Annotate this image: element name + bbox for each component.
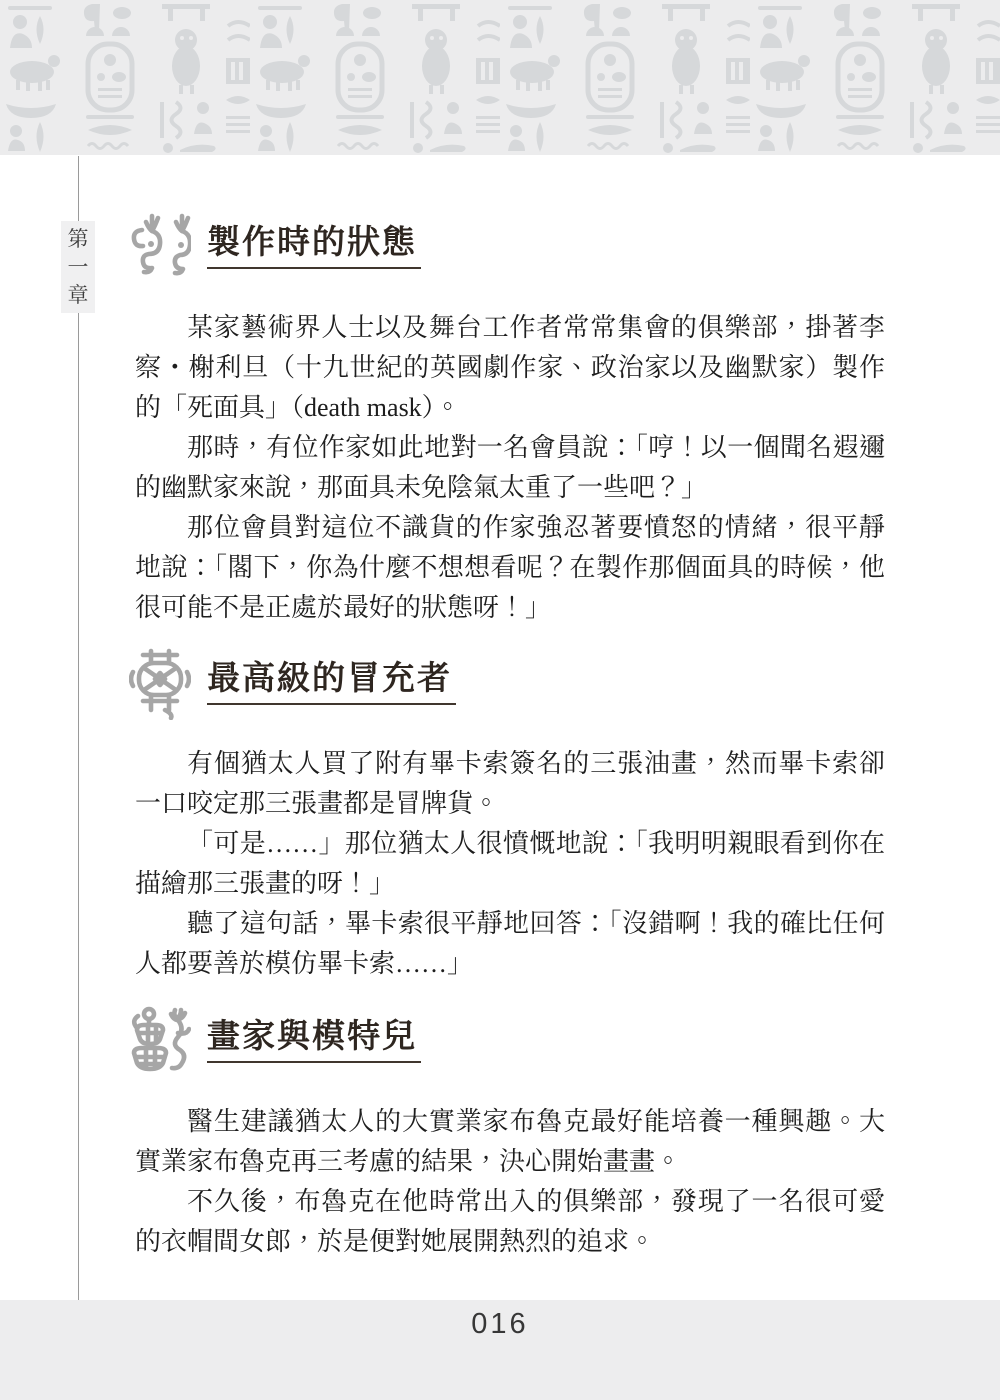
paragraph: 醫生建議猶太人的大實業家布魯克最好能培養一種興趣。大實業家布魯克再三考慮的結果，決心開始畫畫。: [135, 1107, 885, 1176]
section-painter-model: [135, 1004, 885, 1262]
seal-lattice-icon: [129, 648, 191, 720]
section-heading: [135, 646, 885, 720]
seal-twin-figures-icon: [129, 212, 191, 284]
section-title: 畫家與模特兒: [207, 1018, 421, 1063]
section-body: [135, 744, 885, 984]
section-body: [135, 308, 885, 628]
section-best-imposter: [135, 646, 885, 984]
paragraph: 那時，有位作家如此地對一名會員說：「哼！以一個聞名遐邇的幽默家來說，那面具未免陰氣太重了一些吧？」: [135, 433, 885, 502]
seal-vessels-icon: [129, 1006, 191, 1078]
paragraph: 有個猶太人買了附有畢卡索簽名的三張油畫，然而畢卡索卻一口咬定那三張畫都是冒牌貨。: [135, 749, 885, 818]
chapter-side-rule: [78, 156, 79, 1300]
section-body: [135, 1102, 885, 1262]
paragraph: 「可是……」那位猶太人很憤慨地說：「我明明親眼看到你在描繪那三張畫的呀！」: [135, 829, 885, 898]
paragraph: 那位會員對這位不識貨的作家強忍著要憤怒的情緒，很平靜地說：「閣下，你為什麼不想想看呢？在製作那個面具的時候，他很可能不是正處於最好的狀態呀！」: [135, 513, 885, 622]
chapter-char: 第: [67, 226, 89, 251]
paragraph: 某家藝術界人士以及舞台工作者常常集會的俱樂部，掛著李察・榭利旦（十九世紀的英國劇作家、政治家以及幽默家）製作的「死面具」（death mask）。: [135, 313, 885, 422]
page-number: 016: [471, 1308, 529, 1340]
section-title: 製作時的狀態: [207, 224, 421, 269]
chapter-char: 章: [67, 282, 89, 307]
section-making-state: [135, 210, 885, 628]
section-title: 最高級的冒充者: [207, 660, 456, 705]
chapter-char: 一: [67, 254, 89, 279]
paragraph: 不久後，布魯克在他時常出入的俱樂部，發現了一名很可愛的衣帽間女郎，於是便對她展開熱烈的追求。: [135, 1187, 885, 1256]
hieroglyph-band: [0, 0, 1000, 155]
paragraph: 聽了這句話，畢卡索很平靜地回答：「沒錯啊！我的確比任何人都要善於模仿畢卡索……」: [135, 909, 885, 978]
footer-band: [0, 1300, 1000, 1400]
section-heading: [135, 210, 885, 284]
chapter-tab: [61, 221, 95, 313]
section-heading: [135, 1004, 885, 1078]
